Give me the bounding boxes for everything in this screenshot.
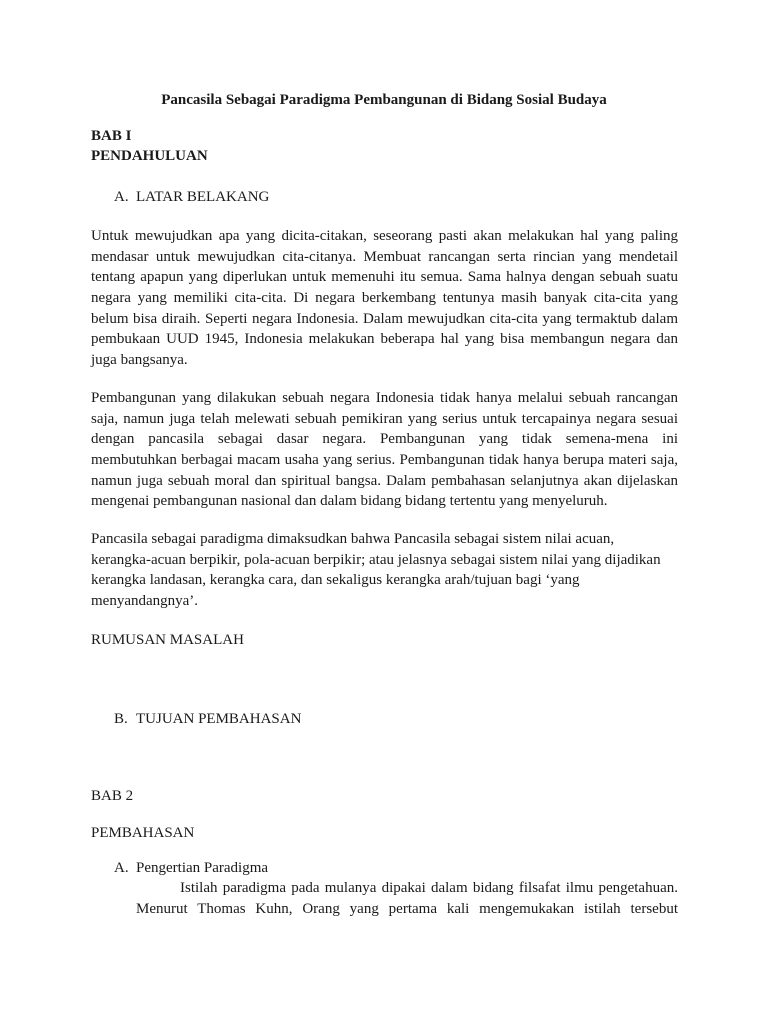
text-line: Pancasila sebagai paradigma dimaksudkan bahwa Pancasila sebagai sistem nilai acuan, xyxy=(91,531,615,547)
text-line: Untuk mewujudkan apa yang dicita-citakan, seseorang pasti akan melakukan hal yang paling xyxy=(91,228,678,244)
section-b-title: TUJUAN PEMBAHASAN xyxy=(136,711,302,727)
bab1-label: BAB I xyxy=(91,128,132,144)
text-line: negara yang memiliki cita-cita. Di negara berkembang tentunya masih banyak cita-cita yang xyxy=(91,290,678,307)
text-line: menyandangnya’. xyxy=(91,593,199,610)
text-line: dengan pancasila sebagai dasar negara. Pembangunan yang tidak semena-mena ini xyxy=(91,431,678,448)
text-line: Menurut Thomas Kuhn, Orang yang pertama kali mengemukakan istilah tersebut xyxy=(136,900,678,917)
text-line: namun juga sebuah moral dan spiritual bangsa. Dalam pembahasan selanjutnya akan dijelaskan xyxy=(91,472,678,489)
bab2-heading: PEMBAHASAN xyxy=(91,825,195,841)
text-line: mengenai pembangunan nasional dan dalam bidang bidang tertentu yang menyeluruh. xyxy=(91,493,608,510)
document-title: Pancasila Sebagai Paradigma Pembangunan di Bidang Sosial Budaya xyxy=(161,92,607,108)
text-line: kerangka landasan, kerangka cara, dan sekaligus kerangka arah/tujuan bagi ‘yang xyxy=(91,572,580,589)
paragraph-latar-belakang-3 xyxy=(91,529,691,612)
paragraph-latar-belakang-2 xyxy=(91,388,678,512)
text-line: mendasar untuk mewujudkan cita-citanya. Membuat rancangan serta rincian yang mendetail xyxy=(91,248,678,265)
paragraph-pengertian-paradigma xyxy=(136,878,678,919)
bab2-label: BAB 2 xyxy=(91,788,134,804)
text-line: belum bisa diraih. Seperti negara Indonesia. Dalam mewujudkan cita-cita yang termaktub dalam xyxy=(91,310,678,327)
section-a-title: LATAR BELAKANG xyxy=(136,189,270,205)
text-line: juga bangsanya. xyxy=(91,352,188,369)
bab1-heading: PENDAHULUAN xyxy=(91,148,208,164)
text-line: Pembangunan yang dilakukan sebuah negara Indonesia tidak hanya melalui sebuah rancangan xyxy=(91,390,678,406)
section-b-marker: B. xyxy=(114,711,128,727)
bab2-section-a-marker: A. xyxy=(114,860,129,876)
text-line: membutuhkan berbagai macam usaha yang serius. Pembangunan tidak hanya berupa materi saja, xyxy=(91,452,678,469)
paragraph-latar-belakang-1 xyxy=(91,226,678,371)
text-line: pembukaan UUD 1945, Indonesia melakukan beberapa hal yang bisa membangun negara dan xyxy=(91,331,678,348)
section-a-marker: A. xyxy=(114,189,129,205)
text-line: Istilah paradigma pada mulanya dipakai dalam bidang filsafat ilmu pengetahuan. xyxy=(180,880,678,896)
text-line: saja, namun juga telah melewati sebuah pemikiran yang serius untuk tercapainya negara sesuai xyxy=(91,410,678,427)
text-line: kerangka-acuan berpikir, pola-acuan berpikir; atau jelasnya sebagai sistem nilai yang dijadikan xyxy=(91,551,661,568)
bab2-section-a-title: Pengertian Paradigma xyxy=(136,860,269,876)
rumusan-masalah-heading: RUMUSAN MASALAH xyxy=(91,632,244,648)
text-line: tentang apapun yang diperlukan untuk memenuhi itu semua. Sama halnya dengan sebuah suatu xyxy=(91,269,678,286)
